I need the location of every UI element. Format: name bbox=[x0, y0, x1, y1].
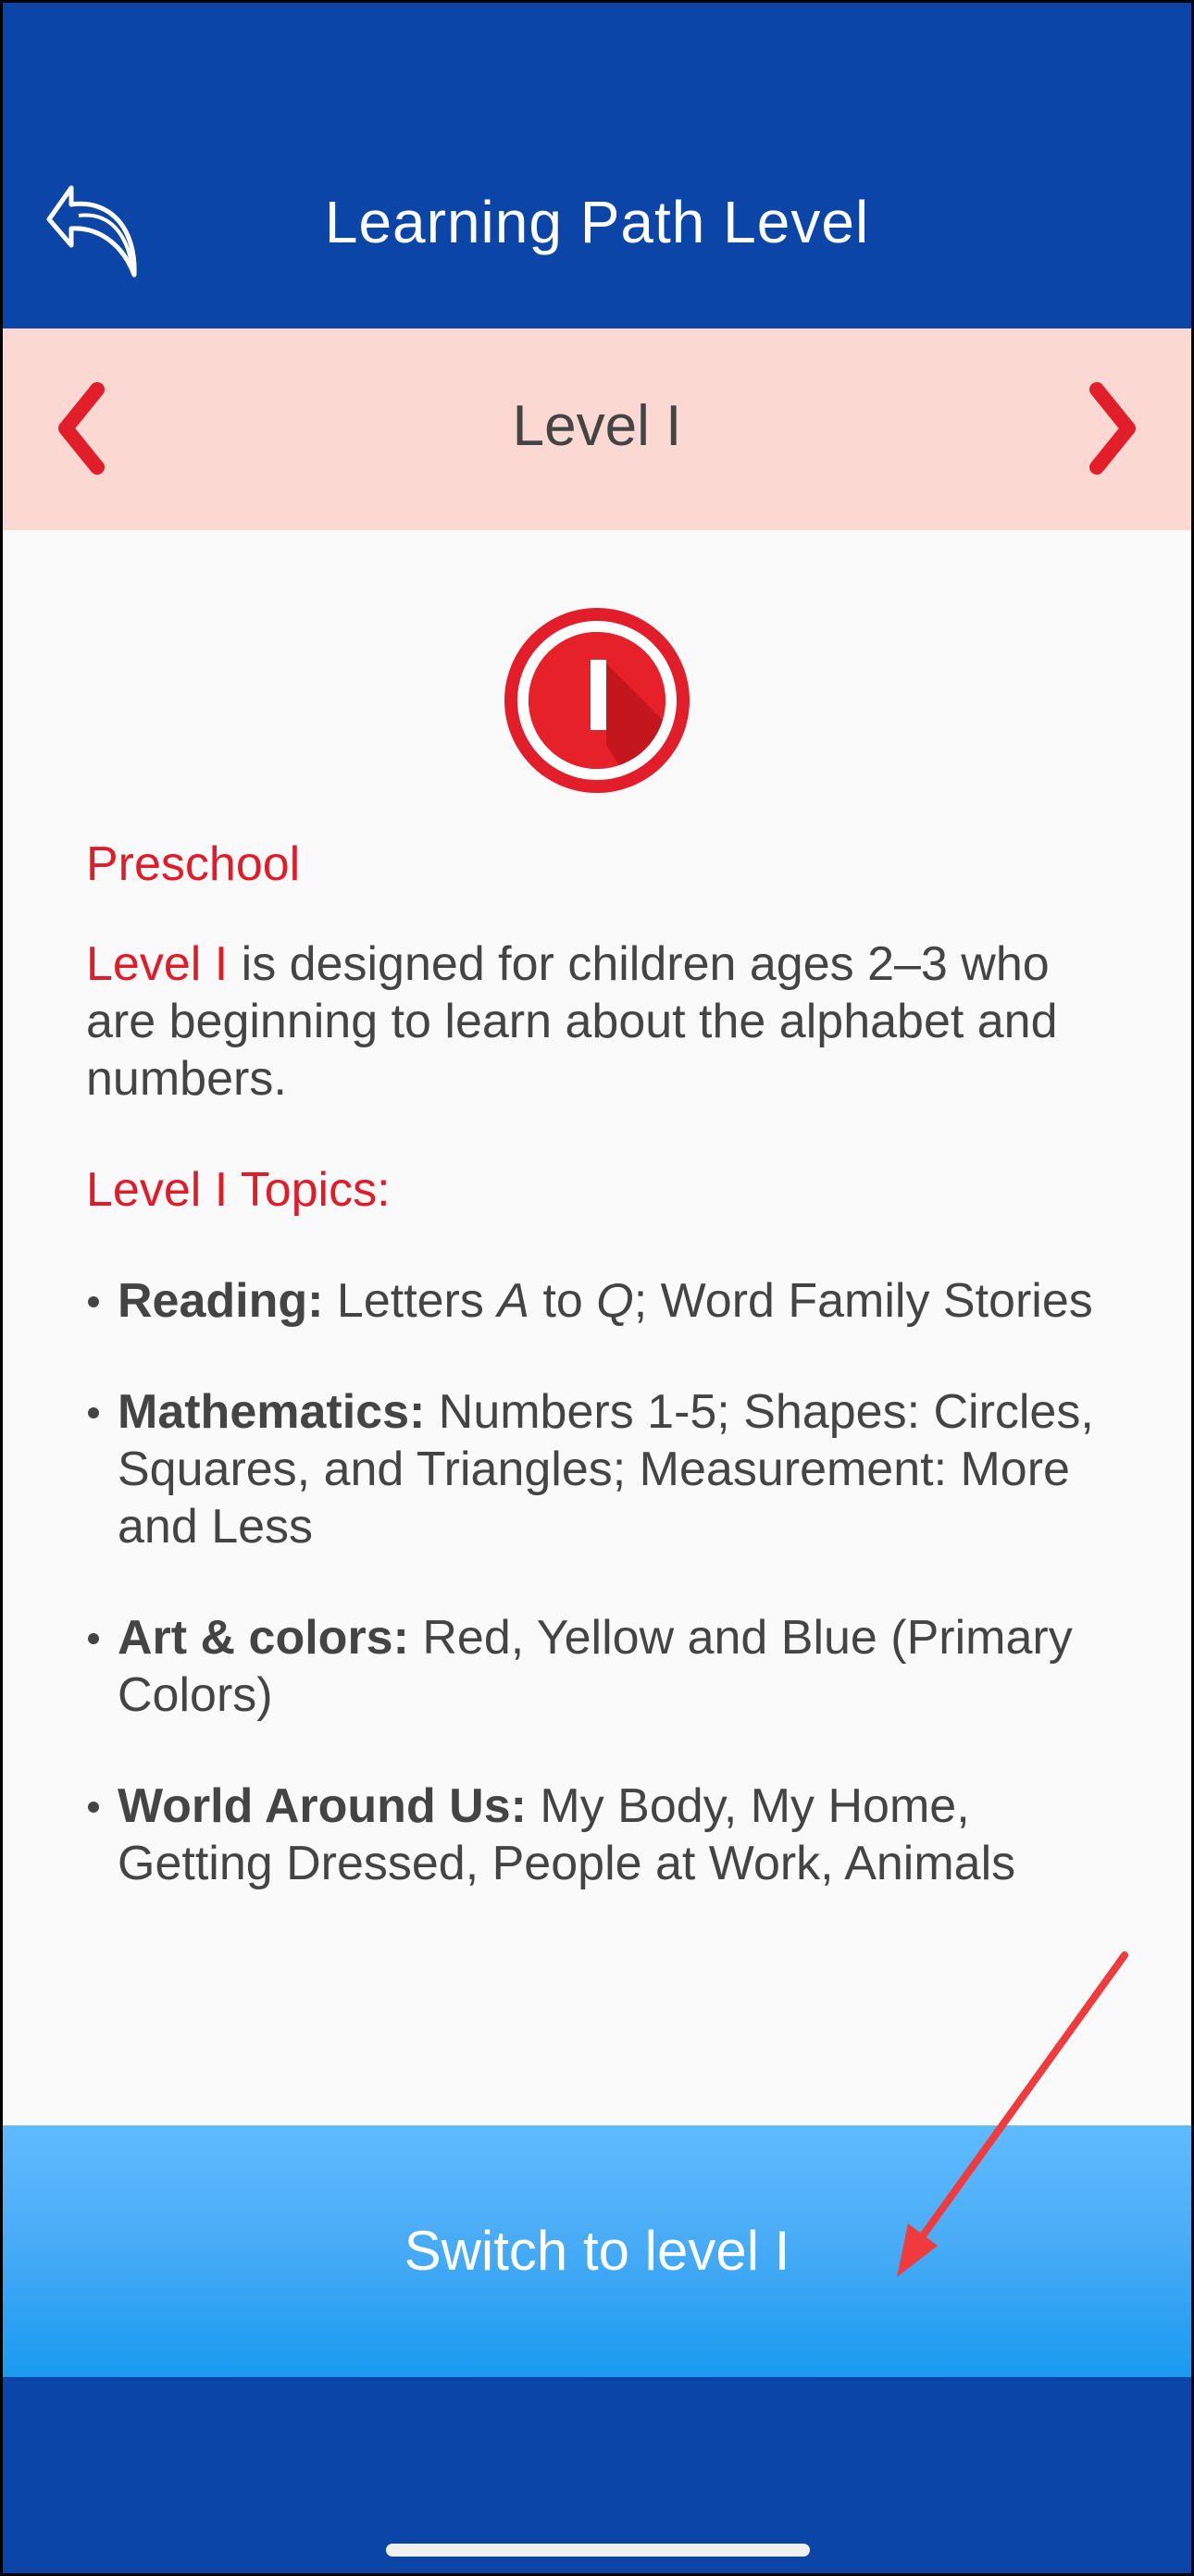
topic-text: Letters bbox=[323, 1274, 498, 1328]
topic-art-colors bbox=[86, 1609, 1123, 1724]
topic-label: World Around Us: bbox=[118, 1779, 527, 1833]
app-header bbox=[3, 3, 1191, 328]
intro-paragraph bbox=[86, 935, 1123, 1108]
current-level-label: Level I bbox=[512, 394, 682, 458]
topic-text: ; Word Family Stories bbox=[633, 1274, 1093, 1328]
bullet-icon bbox=[88, 1407, 99, 1418]
topic-label: Reading: bbox=[118, 1274, 324, 1328]
topic-text: Red, Yellow and Blue (Primary Colors) bbox=[118, 1611, 1073, 1722]
bullet-icon bbox=[88, 1633, 99, 1644]
next-level-button[interactable] bbox=[1076, 382, 1150, 475]
bullet-icon bbox=[88, 1802, 99, 1813]
topic-text-italic: Q bbox=[596, 1274, 634, 1328]
topic-mathematics bbox=[86, 1383, 1123, 1555]
bullet-icon bbox=[88, 1296, 99, 1307]
section-title: Preschool bbox=[86, 837, 301, 891]
intro-highlight: Level I bbox=[86, 937, 229, 991]
level-selector bbox=[3, 328, 1191, 530]
chevron-right-icon bbox=[1076, 382, 1150, 475]
topic-label: Mathematics: bbox=[118, 1385, 426, 1439]
topic-text: to bbox=[529, 1274, 597, 1328]
intro-text: is designed for children ages 2–3 who are beginning to learn about the alphabet and numbers. bbox=[86, 937, 1058, 1106]
screen bbox=[3, 3, 1191, 2573]
topic-world-around-us bbox=[86, 1777, 1123, 1892]
topic-text: Numbers 1-5; Shapes: Circles, Squares, and Triangles; Measurement: More and Less bbox=[118, 1385, 1094, 1554]
bottom-bar bbox=[3, 2377, 1191, 2573]
home-indicator[interactable] bbox=[386, 2544, 810, 2557]
topic-text-italic: A bbox=[497, 1274, 530, 1328]
topics-title: Level I Topics: bbox=[86, 1163, 391, 1217]
switch-level-button[interactable]: Switch to level I bbox=[3, 2125, 1191, 2377]
topic-reading bbox=[86, 1272, 1123, 1330]
page-title: Learning Path Level bbox=[324, 189, 870, 255]
topic-text: My Body, My Home, Getting Dressed, People at Work, Animals bbox=[118, 1779, 1016, 1890]
level-badge-icon bbox=[503, 606, 691, 795]
topic-label: Art & colors: bbox=[118, 1611, 409, 1665]
level-description bbox=[86, 836, 1123, 1892]
